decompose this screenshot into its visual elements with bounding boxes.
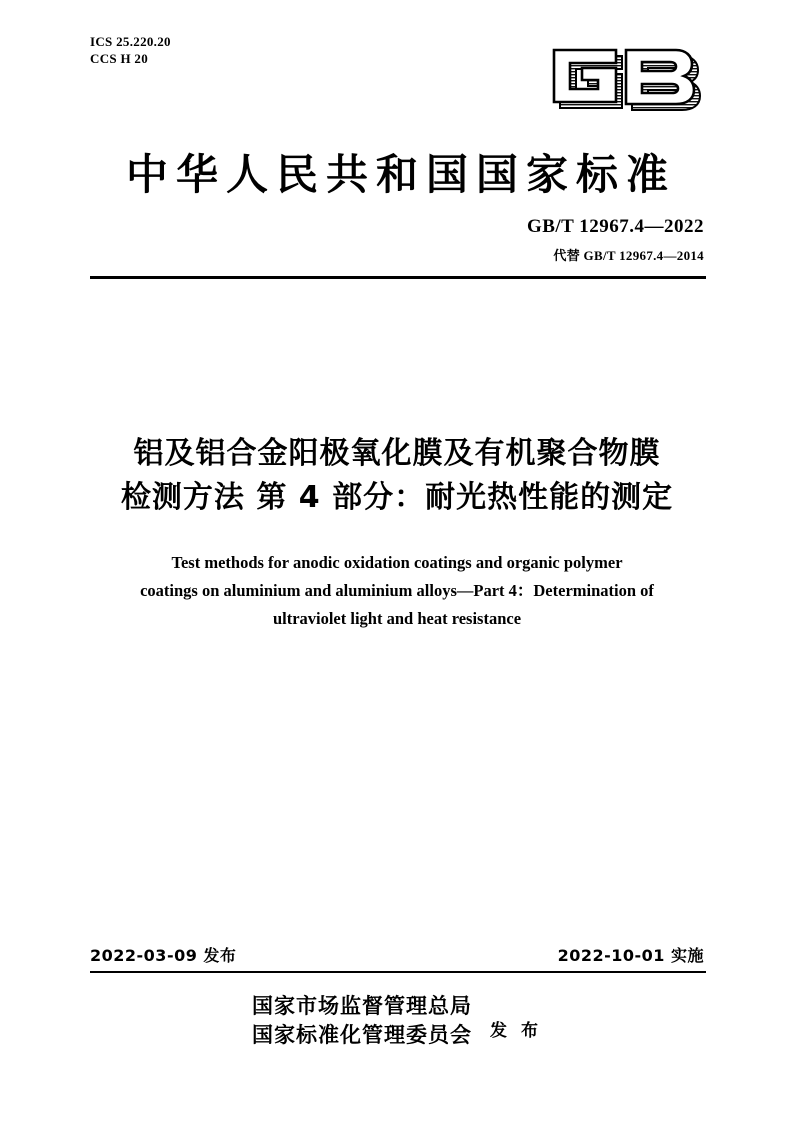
ics-code: ICS 25.220.20 (90, 34, 171, 49)
standard-number: GB/T 12967.4—2022 (526, 216, 704, 237)
document-title-en-line1: Test methods for anodic oxidation coatings and organic polymer (171, 553, 623, 572)
ccs-code: CCS H 20 (90, 51, 149, 66)
issuer-organization-2: 国家标准化管理委员会 (252, 1023, 473, 1047)
classification-codes (90, 33, 171, 67)
page-title: 中华人民共和国国家标准 (125, 150, 676, 199)
issuer-verb: 发 布 (490, 1020, 542, 1041)
standard-replaces: 代替 GB/T 12967.4—2014 (553, 248, 704, 263)
document-title-en-line3: ultraviolet light and heat resistance (272, 609, 522, 628)
document-title-en (95, 549, 699, 633)
issuer-block (0, 992, 794, 1050)
document-title-en-line2: coatings on aluminium and aluminium alloys—Part 4：Determination of (140, 581, 654, 600)
document-title-cn-line1: 铝及铝合金阳极氧化膜及有机聚合物膜 (133, 436, 661, 471)
issue-date: 2022-03-09 发布 (90, 946, 237, 965)
document-title-cn-line2: 检测方法 第 4 部分：耐光热性能的测定 (120, 480, 674, 515)
document-title-cn (60, 432, 734, 520)
gb-logo-icon (548, 38, 708, 124)
issuer-organizations (252, 992, 472, 1050)
header-divider (90, 276, 706, 279)
implementation-date: 2022-10-01 实施 (557, 946, 704, 965)
footer-divider (90, 971, 706, 973)
issuer-organization-1: 国家市场监督管理总局 (252, 994, 473, 1018)
